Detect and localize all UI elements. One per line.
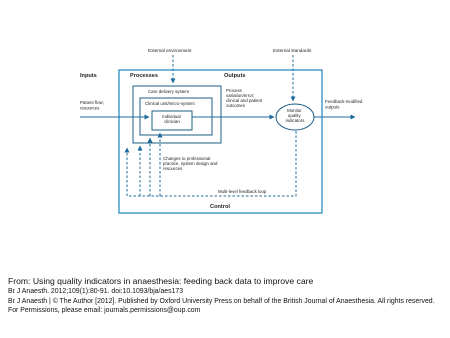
caption-copyright: Br J Anaesth | © The Author [2012]. Published by Oxford University Press on behalf of the British Journal of Anaesthesia. All rights reserved. For Permissions, please email: journals.permissions@oup.com bbox=[8, 297, 435, 314]
label-changes: Changes to professional practice, system design and resources bbox=[163, 156, 218, 171]
figure-caption bbox=[8, 276, 444, 316]
caption-citation: Br J Anaesth. 2012;109(1):80-91. doi:10.1093/bja/aes173 bbox=[8, 288, 184, 295]
caption-title: From: Using quality indicators in anaesthesia: feeding back data to improve care bbox=[8, 276, 314, 286]
label-feedback-modified: Feedback-modified outputs bbox=[325, 99, 363, 110]
label-control: Control bbox=[210, 204, 230, 210]
label-patient-flow: Patient flow; resources bbox=[80, 100, 104, 111]
label-monitor-quality: Monitor quality indicators bbox=[285, 108, 305, 123]
label-outputs: Outputs bbox=[224, 73, 246, 79]
label-inputs: Inputs bbox=[80, 73, 97, 79]
label-multi-level-feedback-loop: Multi-level feedback loop bbox=[218, 189, 267, 194]
label-individual-clinician: Individual clinician bbox=[162, 114, 181, 124]
label-external-environment: External environment bbox=[148, 48, 192, 53]
label-processes: Processes bbox=[130, 73, 158, 79]
label-care-delivery-system: Care delivery system bbox=[148, 89, 189, 94]
label-external-standards: External standards bbox=[273, 48, 312, 53]
label-clinical-unit: Clinical unit/micro-system bbox=[145, 101, 195, 106]
label-process-variation: Process variation/error; clinical and patient outcomes bbox=[226, 88, 263, 108]
